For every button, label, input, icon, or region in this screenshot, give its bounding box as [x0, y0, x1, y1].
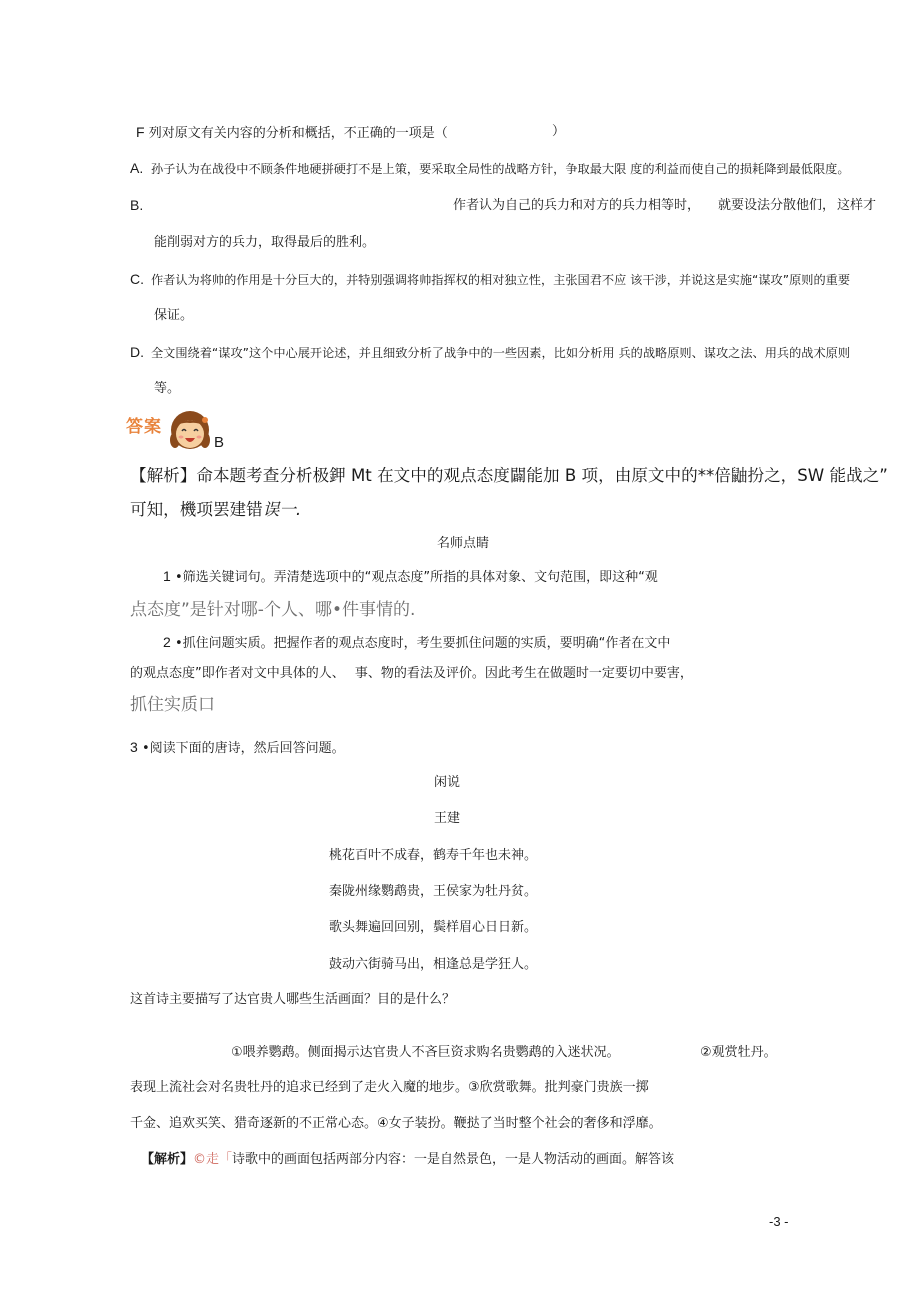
analysis-line-2-end: 误一.: [262, 500, 302, 519]
tips-point-1-text: •筛选关键词句。弄清楚选项中的“观点态度”所指的具体对象、文句范围，即这种“观: [174, 570, 658, 585]
analysis-2: [141, 1152, 674, 1168]
question-3: [130, 739, 345, 757]
tips-point-2-text: •抓住问题实质。把握作者的观点态度时，考生要抓住问题的实质，要明确“作者在文中: [174, 636, 671, 651]
tips-point-1: [163, 568, 658, 586]
answer2-line-3: 千金、追欢买笑、猎奇逐新的不正常心态。④女子装扮。鞭挞了当时整个社会的奢侈和浮靡。: [130, 1116, 662, 1131]
poem-line: 鼓动六街骑马出，相逢总是学狂人。: [329, 957, 538, 972]
poem-title: 闲说: [434, 775, 461, 790]
question-letter: F: [136, 124, 145, 140]
tips-point-2-cont-a: 的观点态度”即作者对文中具体的人、: [130, 666, 345, 681]
poem-author: 王建: [434, 811, 461, 826]
analysis-2-text: 诗歌中的画面包括两部分内容：一是自然景色，一是人物活动的画面。解答该: [232, 1152, 675, 1167]
tips-title: 名师点睛: [437, 536, 490, 551]
question-f: [136, 124, 448, 142]
question-3-num: 3: [130, 739, 138, 755]
option-d-label: D.: [130, 344, 144, 360]
tips-point-2-num: 2: [163, 634, 171, 650]
answer2-line-2: 表现上流社会对名贵牡丹的追求已经到了走火入魔的地步。③欣赏歌舞。批判豪门贵族一掷: [130, 1080, 649, 1095]
answer2-line-1b: ②观赏牡丹。: [700, 1045, 777, 1060]
analysis-line-1: 【解析】命本题考查分析极鉀 Mt 在文中的观点态度闢能加 B 项，由原文中的**倍鼬扮之，SW 能战之”: [130, 466, 888, 485]
answer-logo-text: 答案: [126, 417, 162, 437]
option-b-text-4: 能削弱对方的兵力，取得最后的胜利。: [154, 235, 376, 250]
question-close-paren: ）: [552, 124, 566, 139]
option-a-text: 孙子认为在战役中不顾条件地硬拼硬打不是上策，要采取全局性的战略方针，争取最大限 度的利益而使自己的损耗降到最低限度。: [151, 162, 850, 176]
option-a-label: A.: [130, 160, 144, 176]
tips-point-1-num: 1: [163, 568, 171, 584]
option-b-label: B.: [130, 197, 144, 213]
tips-point-2-cont: [130, 666, 693, 682]
poem-question: 这首诗主要描写了达官贵人哪些生活画面？目的是什么？: [130, 992, 456, 1007]
answer2-line-1a: ①喂养鹦鹉。侧面揭示达官贵人不吝巨资求购名贵鹦鹉的入迷状况。: [231, 1045, 620, 1060]
answer-value: B: [214, 434, 225, 451]
option-b-text-1: 作者认为自己的兵力和对方的兵力相等时，: [453, 198, 701, 213]
option-b-text-3: 这样才: [837, 198, 877, 213]
option-d-text-1: 全文围绕着“谋攻”这个中心展开论述，并且细致分析了战争中的一些因素，比如分析用 兵的战略原则、谋攻之法、用兵的战术原则: [151, 346, 851, 360]
page-number: -3 -: [769, 1214, 789, 1229]
tips-point-2-cont-b: 事、物的看法及评价。因此考生在做题时一定要切中要害，: [354, 666, 693, 681]
option-d-text-2: 等。: [154, 381, 181, 396]
cartoon-girl-icon: [168, 408, 212, 454]
option-b-text-2: 就要设法分散他们，: [718, 198, 836, 213]
poem-line: 歌头舞遍回回别，鬓样眉心日日新。: [329, 920, 538, 935]
tips-point-2-end: 抓住实质口: [130, 695, 215, 715]
option-c-text-1: 作者认为将帅的作用是十分巨大的，并特别强调将帅指挥权的相对独立性，主张国君不应 该干涉，并说这是实施“谋攻”原则的重要: [151, 273, 851, 287]
analysis-line-2: [130, 500, 301, 520]
option-c-text-2: 保证。: [154, 308, 194, 323]
question-text: 列对原文有关内容的分析和概括，不正确的一项是（: [148, 126, 448, 141]
poem-line: 桃花百叶不成春，鹤寿千年也未神。: [329, 848, 538, 863]
question-3-text: •阅读下面的唐诗，然后回答问题。: [141, 741, 345, 756]
tips-point-2: [163, 634, 670, 652]
poem-line: 秦陇州缘鹦鹉贵，王侯家为牡丹贫。: [329, 884, 538, 899]
analysis-2-red: ©走「: [193, 1152, 233, 1167]
analysis-line-2-main: 可知，機项罢建错: [130, 500, 263, 519]
tips-point-1-cont: 点态度”是针对哪-个人、哪•件事情的.: [130, 600, 416, 620]
option-c-label: C.: [130, 271, 144, 287]
analysis-2-prefix: 【解析】: [141, 1152, 194, 1167]
